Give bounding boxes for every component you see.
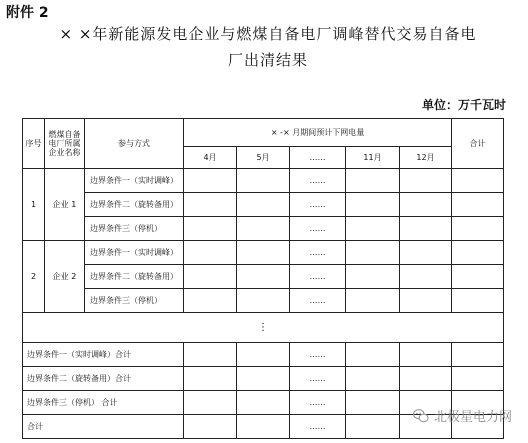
empty-cell	[184, 193, 237, 217]
empty-cell	[452, 289, 504, 313]
empty-cell	[346, 169, 400, 193]
empty-cell	[400, 265, 452, 289]
summary-label: 边界条件一（实时调峰）合计	[23, 343, 184, 367]
ellipsis-cell: ……	[290, 343, 346, 367]
empty-cell	[184, 169, 237, 193]
empty-cell	[184, 241, 237, 265]
company-cell: 企业 1	[45, 169, 85, 241]
header-plant: 燃煤自备电厂所属企业名称	[45, 119, 85, 169]
header-month: 12月	[400, 147, 452, 169]
empty-cell	[452, 193, 504, 217]
empty-cell	[452, 265, 504, 289]
header-month: 4月	[184, 147, 237, 169]
empty-cell	[400, 169, 452, 193]
empty-cell	[237, 391, 290, 415]
empty-cell	[400, 217, 452, 241]
seq-cell: 1	[23, 169, 45, 241]
empty-cell	[452, 241, 504, 265]
grand-total-label: 合计	[23, 415, 184, 439]
empty-cell	[346, 391, 400, 415]
condition-cell: 边界条件一（实时调峰）	[85, 169, 184, 193]
header-month: 5月	[237, 147, 290, 169]
empty-cell	[346, 415, 400, 439]
empty-cell	[346, 343, 400, 367]
clearing-result-table	[22, 118, 504, 439]
empty-cell	[346, 367, 400, 391]
empty-cell	[452, 343, 504, 367]
empty-cell	[184, 217, 237, 241]
empty-cell	[452, 169, 504, 193]
empty-cell	[346, 289, 400, 313]
condition-cell: 边界条件二（旋转备用）	[85, 265, 184, 289]
empty-cell	[400, 343, 452, 367]
empty-cell	[400, 367, 452, 391]
empty-cell	[346, 241, 400, 265]
ellipsis-cell: ……	[290, 217, 346, 241]
empty-cell	[452, 217, 504, 241]
empty-cell	[400, 289, 452, 313]
empty-cell	[184, 343, 237, 367]
watermark-text: 北极星电力网	[433, 410, 512, 425]
condition-cell: 边界条件三（停机）	[85, 217, 184, 241]
condition-cell: 边界条件二（旋转备用）	[85, 193, 184, 217]
ellipsis-cell: ……	[290, 169, 346, 193]
header-method: 参与方式	[85, 119, 184, 169]
wechat-icon	[412, 407, 430, 425]
empty-cell	[400, 241, 452, 265]
condition-cell: 边界条件一（实时调峰）	[85, 241, 184, 265]
empty-cell	[346, 265, 400, 289]
empty-cell	[184, 391, 237, 415]
empty-cell	[237, 193, 290, 217]
empty-cell	[184, 367, 237, 391]
ellipsis-cell: ……	[290, 415, 346, 439]
ellipsis-cell: ……	[290, 391, 346, 415]
empty-cell	[346, 193, 400, 217]
ellipsis-cell: ……	[290, 193, 346, 217]
empty-cell	[237, 367, 290, 391]
omitted-rows-cell	[23, 313, 504, 343]
header-total: 合计	[452, 119, 504, 169]
ellipsis-cell: ……	[290, 265, 346, 289]
ellipsis-cell: ……	[290, 289, 346, 313]
empty-cell	[452, 367, 504, 391]
empty-cell	[400, 193, 452, 217]
ellipsis-cell: ……	[290, 367, 346, 391]
empty-cell	[237, 241, 290, 265]
document-title-line2: 厂出清结果	[227, 51, 308, 69]
summary-label: 边界条件三（停机） 合计	[23, 391, 184, 415]
empty-cell	[184, 265, 237, 289]
summary-label: 边界条件二（旋转备用）合计	[23, 367, 184, 391]
header-month: ……	[290, 147, 346, 169]
vertical-ellipsis: ⋮	[258, 321, 268, 333]
watermark	[412, 406, 512, 425]
empty-cell	[346, 217, 400, 241]
empty-cell	[237, 169, 290, 193]
empty-cell	[237, 289, 290, 313]
empty-cell	[237, 265, 290, 289]
unit-label: 单位：万千瓦时	[421, 98, 506, 112]
attachment-label: 附件 2	[6, 5, 49, 21]
header-period: × -× 月期间预计下网电量	[184, 119, 452, 147]
empty-cell	[237, 415, 290, 439]
ellipsis-cell: ……	[290, 241, 346, 265]
seq-cell: 2	[23, 241, 45, 313]
empty-cell	[237, 343, 290, 367]
empty-cell	[237, 217, 290, 241]
header-seq: 序号	[23, 119, 45, 169]
empty-cell	[184, 415, 237, 439]
header-month: 11月	[346, 147, 400, 169]
condition-cell: 边界条件三（停机）	[85, 289, 184, 313]
company-cell: 企业 2	[45, 241, 85, 313]
document-title-line1: × ×年新能源发电企业与燃煤自备电厂调峰替代交易自备电	[59, 25, 477, 43]
empty-cell	[184, 289, 237, 313]
